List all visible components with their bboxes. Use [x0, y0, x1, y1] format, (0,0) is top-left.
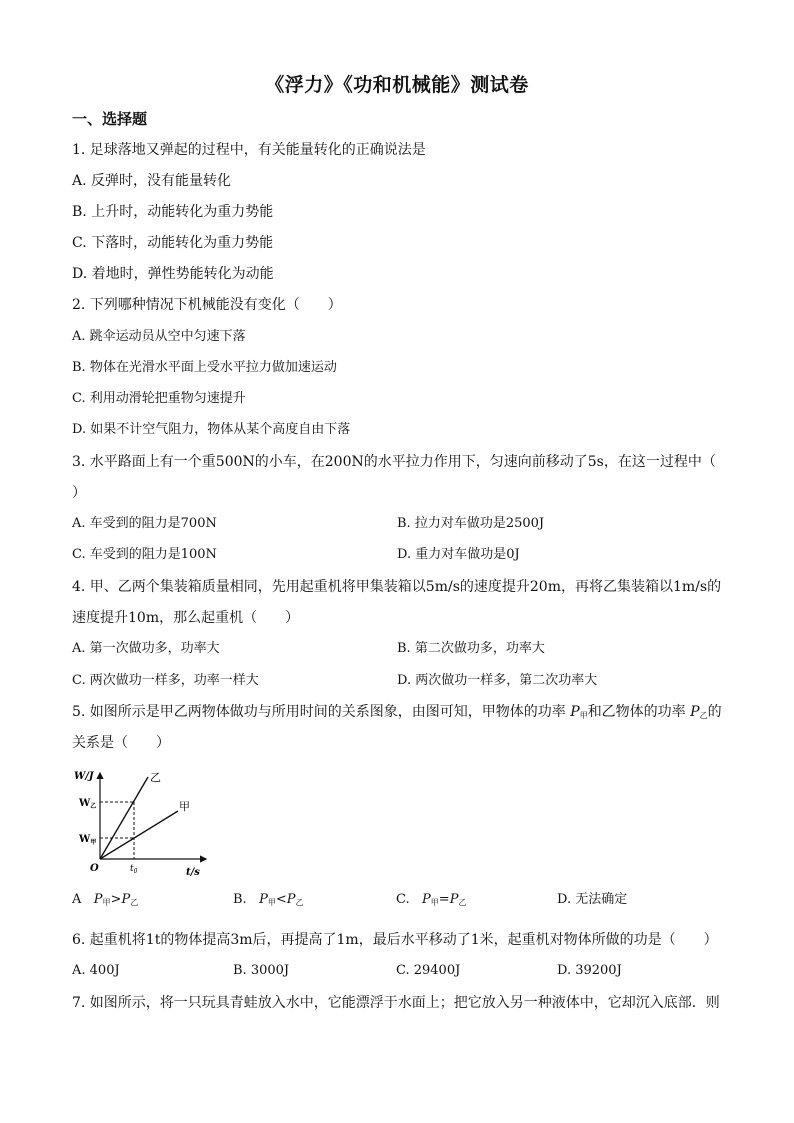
q5-stem-line2: 关系是（ ）	[72, 735, 170, 751]
y-axis-label: W/J	[74, 771, 94, 782]
q3-stem-line2: ）	[72, 485, 86, 501]
q5-p-symbol: P	[570, 704, 580, 720]
q2-stem: 2. 下列哪种情况下机械能没有变化（ ）	[72, 297, 342, 313]
q1-option-c: C. 下落时，动能转化为重力势能	[72, 235, 274, 251]
q3-option-b: B. 拉力对车做功是2500J	[397, 516, 545, 531]
q4-stem-line2: 速度提升10m，那么起重机（ ）	[72, 610, 300, 626]
q6-option-a: A. 400J	[72, 963, 120, 978]
q5-option-d: D. 无法确定	[557, 892, 628, 907]
q1-option-b: B. 上升时，动能转化为重力势能	[72, 204, 274, 220]
section-heading: 一、选择题	[72, 110, 148, 128]
q5-option-b: B. $P_甲<P_乙$	[233, 892, 304, 907]
q3-stem-line1: 3. 水平路面上有一个重500N的小车，在200N的水平拉力作用下，匀速向前移动了5s，在这一过程中（	[72, 454, 716, 470]
q3-option-c: C. 车受到的阻力是100N	[72, 547, 217, 562]
q4-option-c: C. 两次做功一样多，功率一样大	[72, 673, 259, 688]
page-title: 《浮力》《功和机械能》测试卷	[265, 74, 529, 96]
q3-option-a: A. 车受到的阻力是700N	[72, 516, 217, 531]
q6-option-d: D. 39200J	[557, 963, 622, 978]
q2-option-d: D. 如果不计空气阻力，物体从某个高度自由下落	[72, 422, 351, 437]
q5-stem-part2: 和乙物体的功率	[587, 704, 686, 720]
q4-option-a: A. 第一次做功多，功率大	[72, 641, 220, 656]
q3-option-d: D. 重力对车做功是0J	[397, 547, 520, 562]
q4-option-b: B. 第二次做功多，功率大	[397, 641, 545, 656]
origin-label: O	[90, 863, 99, 874]
q5-option-c: C. $P_甲=P_乙$	[396, 892, 467, 907]
t0-label: $t_0$	[130, 864, 138, 875]
line-yi-label: 乙	[150, 771, 161, 784]
x-axis-label: t/s	[186, 867, 200, 877]
q7-stem: 7. 如图所示，将一只玩具青蛙放入水中，它能漂浮于水面上；把它放入另一种液体中，它却沉入底部．则	[72, 995, 720, 1011]
line-yi	[100, 777, 148, 859]
q5-jia-subscript: 甲	[579, 711, 588, 720]
q4-option-d: D. 两次做功一样多，第二次功率大	[397, 673, 598, 688]
w-yi-label: $W_乙$	[79, 798, 97, 810]
q6-option-c: C. 29400J	[396, 963, 461, 978]
q5-stem-line1	[72, 703, 722, 725]
q1-option-d: D. 着地时，弹性势能转化为动能	[72, 266, 274, 282]
w-jia-label: $W_甲$	[79, 834, 97, 846]
q5-p-symbol: P	[690, 704, 700, 720]
q2-option-c: C. 利用动滑轮把重物匀速提升	[72, 391, 246, 406]
work-time-graph	[72, 765, 212, 877]
q2-option-a: A. 跳伞运动员从空中匀速下落	[72, 329, 246, 344]
q5-stem-part1: 5. 如图所示是甲乙两物体做功与所用时间的关系图象，由图可知，甲物体的功率	[72, 704, 566, 720]
q1-option-a: A. 反弹时，没有能量转化	[72, 173, 232, 189]
line-jia	[100, 811, 178, 859]
q5-stem-part3: 的	[707, 704, 722, 720]
q5-yi-subscript: 乙	[699, 711, 708, 720]
q1-stem: 1. 足球落地又弹起的过程中，有关能量转化的正确说法是	[72, 142, 426, 158]
q4-stem-line1: 4. 甲、乙两个集装箱质量相同，先用起重机将甲集装箱以5m/s的速度提升20m，再将乙集装箱以1m/s的	[72, 579, 722, 595]
q6-stem: 6. 起重机将1t的物体提高3m后，再提高了1m，最后水平移动了1米，起重机对物体所做的功是（ ）	[72, 932, 718, 948]
q5-option-a: A $P_甲>P_乙$	[72, 892, 139, 907]
q2-option-b: B. 物体在光滑水平面上受水平拉力做加速运动	[72, 360, 337, 375]
line-jia-label: 甲	[179, 800, 190, 813]
q6-option-b: B. 3000J	[233, 963, 290, 978]
